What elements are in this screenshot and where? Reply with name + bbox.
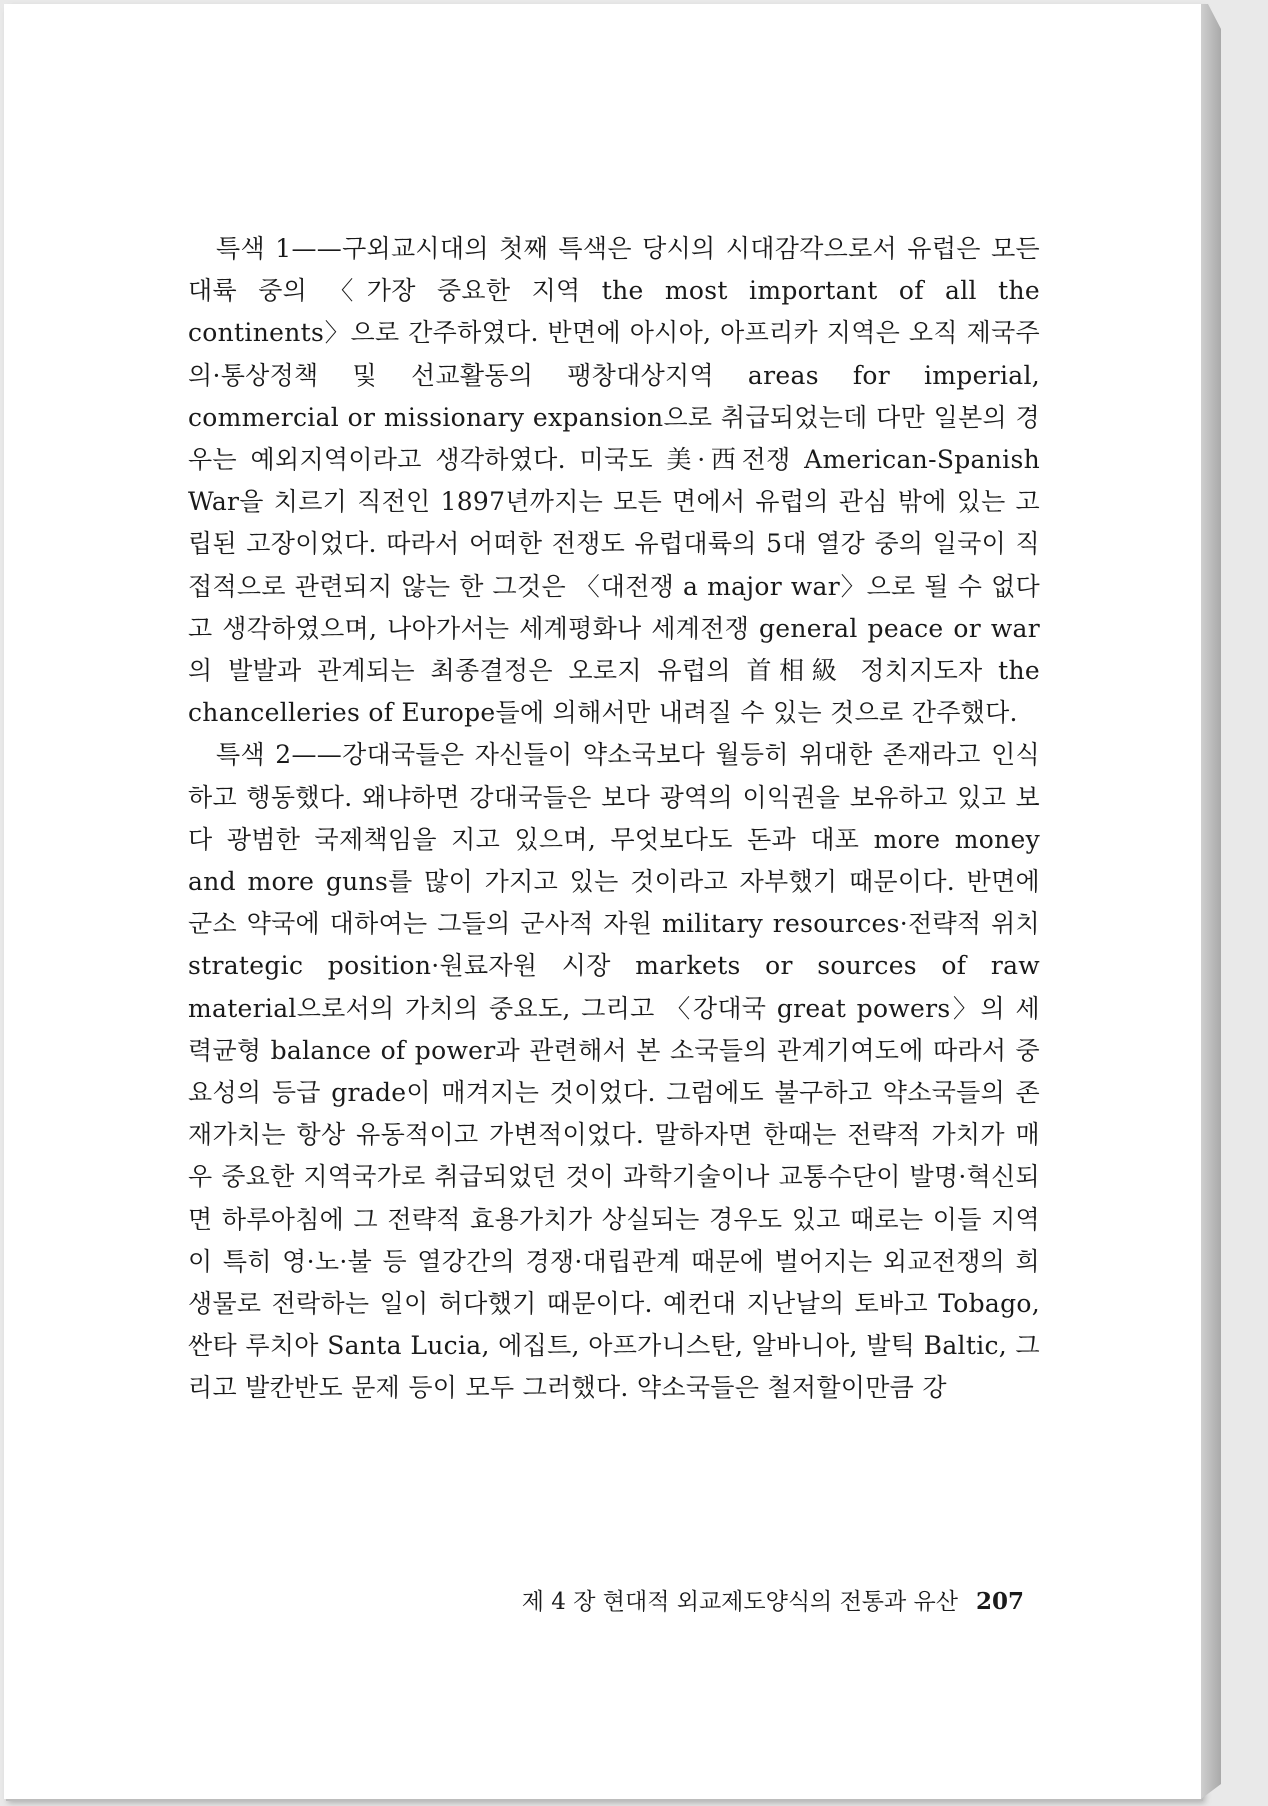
running-head: 제 4 장 현대적 외교제도양식의 전통과 유산	[521, 1589, 958, 1615]
page-curl-edge	[1201, 4, 1221, 1799]
paragraph-feature-2: 특색 2——강대국들은 자신들이 약소국보다 월등히 위대한 존재라고 인식하고 행동했다. 왜냐하면 강대국들은 보다 광역의 이익권을 보유하고 있고 보다 광범한 국제책임을 지고 있으며, 무엇보다도 돈과 대포 more money and more guns를 많이 가지고 있는 것이라고 자부했기 때문이다. 반면에 군소 약국에 대하여는 그들의 군사적 자원 military resources·전략적 위치 strategic position·원료자원 시장 markets or sources of raw material으로서의 가치의 중요도, 그리고 〈강대국 great powers〉의 세력균형 balance of power과 관련해서 본 소국들의 관계기여도에 따라서 중요성의 등급 grade이 매겨지는 것이었다. 그럼에도 불구하고 약소국들의 존재가치는 항상 유동적이고 가변적이었다. 말하자면 한때는 전략적 가치가 매우 중요한 지역국가로 취급되었던 것이 과학기술이나 교통수단이 발명·혁신되면 하루아침에 그 전략적 효용가치가 상실되는 경우도 있고 때로는 이들 지역이 특히 영·노·불 등 열강간의 경쟁·대립관계 때문에 벌어지는 외교전쟁의 희생물로 전락하는 일이 허다했기 때문이다. 예컨대 지난날의 토바고 Tobago, 싼타 루치아 Santa Lucia, 에집트, 아프가니스탄, 알바니아, 발틱 Baltic, 그리고 발칸반도 문제 등이 모두 그러했다. 약소국들은 철저할이만큼 강	[188, 740, 1040, 1403]
body-text	[188, 228, 1040, 1410]
paragraph-feature-1: 특색 1——구외교시대의 첫째 특색은 당시의 시대감각으로서 유럽은 모든 대륙 중의 〈가장 중요한 지역 the most important of all the continents〉으로 간주하였다. 반면에 아시아, 아프리카 지역은 오직 제국주의·통상정책 및 선교활동의 팽창대상지역 areas for imperial, commercial or missionary expansion으로 취급되었는데 다만 일본의 경우는 예외지역이라고 생각하였다. 미국도 美·西전쟁 American-Spanish War을 치르기 직전인 1897년까지는 모든 면에서 유럽의 관심 밖에 있는 고립된 고장이었다. 따라서 어떠한 전쟁도 유럽대륙의 5대 열강 중의 일국이 직접적으로 관련되지 않는 한 그것은 〈대전쟁 a major war〉으로 될 수 없다고 생각하였으며, 나아가서는 세계평화나 세계전쟁 general peace or war의 발발과 관계되는 최종결정은 오로지 유럽의 首相級 정치지도자 the chancelleries of Europe들에 의해서만 내려질 수 있는 것으로 간주했다.	[188, 234, 1040, 728]
page-number: 207	[975, 1588, 1024, 1615]
page-footer	[444, 1587, 1024, 1617]
book-page	[4, 4, 1201, 1799]
